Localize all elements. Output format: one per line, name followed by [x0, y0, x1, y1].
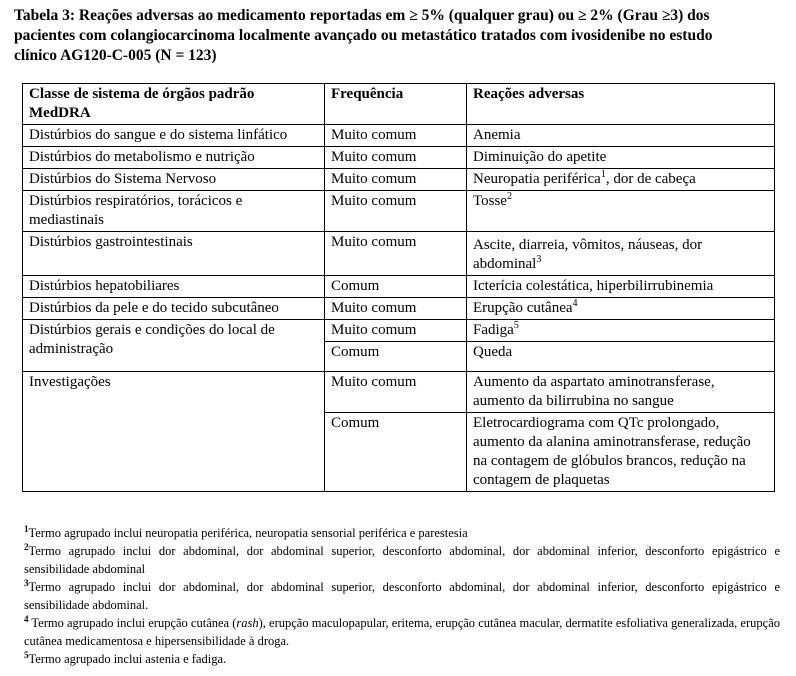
reactions-cell: Queda — [467, 342, 775, 372]
frequency-cell: Muito comum — [325, 125, 467, 147]
frequency-cell: Muito comum — [325, 298, 467, 320]
frequency-cell: Comum — [325, 342, 467, 372]
frequency-cell: Comum — [325, 276, 467, 298]
soc-cell: Distúrbios do metabolismo e nutrição — [23, 147, 325, 169]
footnote-ref: 1 — [600, 169, 606, 180]
table-caption — [14, 6, 784, 66]
footnote-italic-term: rash — [236, 616, 259, 630]
header-frequency: Frequência — [325, 84, 467, 125]
reaction-text: Tosse — [473, 193, 507, 209]
reactions-cell — [467, 320, 775, 342]
footnote-text: ), erupção maculopapular, eritema, erupção cutânea macular, dermatite esfoliativa generalizada, erupção cutânea medicamentosa e hipersensibilidade à droga. — [24, 616, 780, 648]
soc-cell: Distúrbios respiratórios, torácicos e mediastinais — [23, 191, 325, 232]
soc-cell: Distúrbios hepatobiliares — [23, 276, 325, 298]
caption-line: Tabela 3: Reações adversas ao medicamento reportadas em ≥ 5% (qualquer grau) ou ≥ 2% (Grau ≥3) dos — [14, 7, 710, 24]
soc-cell: Distúrbios da pele e do tecido subcutâneo — [23, 298, 325, 320]
adverse-reactions-table — [22, 83, 775, 492]
table-row — [23, 276, 775, 298]
table-row — [23, 372, 775, 413]
frequency-cell: Muito comum — [325, 320, 467, 342]
reactions-cell: Aumento da aspartato aminotransferase, aumento da bilirrubina no sangue — [467, 372, 775, 413]
table-header-row — [23, 84, 775, 125]
table-row — [23, 169, 775, 191]
footnote-text: Termo agrupado inclui dor abdominal, dor abdominal superior, desconforto abdominal, dor abdominal inferior, desconforto epigástrico e sensibilidade abdominal. — [24, 580, 780, 612]
reaction-text: Neuropatia periférica — [473, 171, 601, 187]
soc-cell: Distúrbios do Sistema Nervoso — [23, 169, 325, 191]
frequency-cell: Muito comum — [325, 169, 467, 191]
caption-line: pacientes com colangiocarcinoma localmente avançado ou metastático tratados com ivosidenibe no estudo — [14, 27, 713, 44]
frequency-cell: Muito comum — [325, 191, 467, 232]
footnote-mark: 3 — [24, 577, 29, 588]
soc-cell: Investigações — [23, 372, 325, 492]
footnote-mark: 2 — [24, 541, 29, 552]
header-soc: Classe de sistema de órgãos padrão MedDRA — [23, 84, 325, 125]
table-row — [23, 320, 775, 342]
reactions-cell — [467, 191, 775, 232]
reactions-cell — [467, 169, 775, 191]
header-reactions: Reações adversas — [467, 84, 775, 125]
reactions-cell: Eletrocardiograma com QTc prolongado, aumento da alanina aminotransferase, redução na contagem de glóbulos brancos, redução na contagem de plaquetas — [467, 413, 775, 492]
table-row — [23, 232, 775, 276]
reactions-cell — [467, 232, 775, 276]
footnote-mark: 5 — [24, 649, 29, 660]
reactions-cell: Anemia — [467, 125, 775, 147]
footnote-ref: 3 — [536, 254, 542, 265]
footnote-ref: 4 — [572, 298, 578, 309]
soc-cell: Distúrbios gerais e condições do local de administração — [23, 320, 325, 372]
table-row — [23, 147, 775, 169]
soc-cell: Distúrbios do sangue e do sistema linfático — [23, 125, 325, 147]
caption-line: clínico AG120-C-005 (N = 123) — [14, 47, 217, 64]
reaction-text: , dor de cabeça — [605, 171, 696, 187]
reactions-cell: Icterícia colestática, hiperbilirrubinemia — [467, 276, 775, 298]
footnote — [24, 578, 780, 614]
reaction-text: Erupção cutânea — [473, 300, 573, 316]
table-row — [23, 191, 775, 232]
footnote-text: Termo agrupado inclui erupção cutânea ( — [28, 616, 237, 630]
footnote — [24, 614, 780, 650]
footnote-text: Termo agrupado inclui neuropatia periférica, neuropatia sensorial periférica e parestesia — [28, 526, 468, 540]
reaction-text: Ascite, diarreia, vômitos, náuseas, dor abdominal — [473, 237, 703, 272]
footnote-mark: 1 — [24, 523, 29, 534]
footnote — [24, 650, 780, 668]
footnote-mark: 4 — [24, 613, 29, 624]
reactions-cell: Diminuição do apetite — [467, 147, 775, 169]
footnote — [24, 524, 780, 542]
footnote-text: Termo agrupado inclui dor abdominal, dor abdominal superior, desconforto abdominal, dor abdominal inferior, desconforto epigástrico e sensibilidade abdominal — [24, 544, 780, 576]
soc-cell: Distúrbios gastrointestinais — [23, 232, 325, 276]
reaction-text: Fadiga — [473, 322, 514, 338]
reactions-cell — [467, 298, 775, 320]
footnotes — [24, 524, 780, 668]
table-row — [23, 125, 775, 147]
table-row — [23, 298, 775, 320]
footnote-ref: 5 — [513, 320, 519, 331]
frequency-cell: Muito comum — [325, 147, 467, 169]
footnote-text: Termo agrupado inclui astenia e fadiga. — [28, 652, 227, 666]
footnote — [24, 542, 780, 578]
frequency-cell: Comum — [325, 413, 467, 492]
frequency-cell: Muito comum — [325, 232, 467, 276]
footnote-ref: 2 — [506, 191, 512, 202]
frequency-cell: Muito comum — [325, 372, 467, 413]
